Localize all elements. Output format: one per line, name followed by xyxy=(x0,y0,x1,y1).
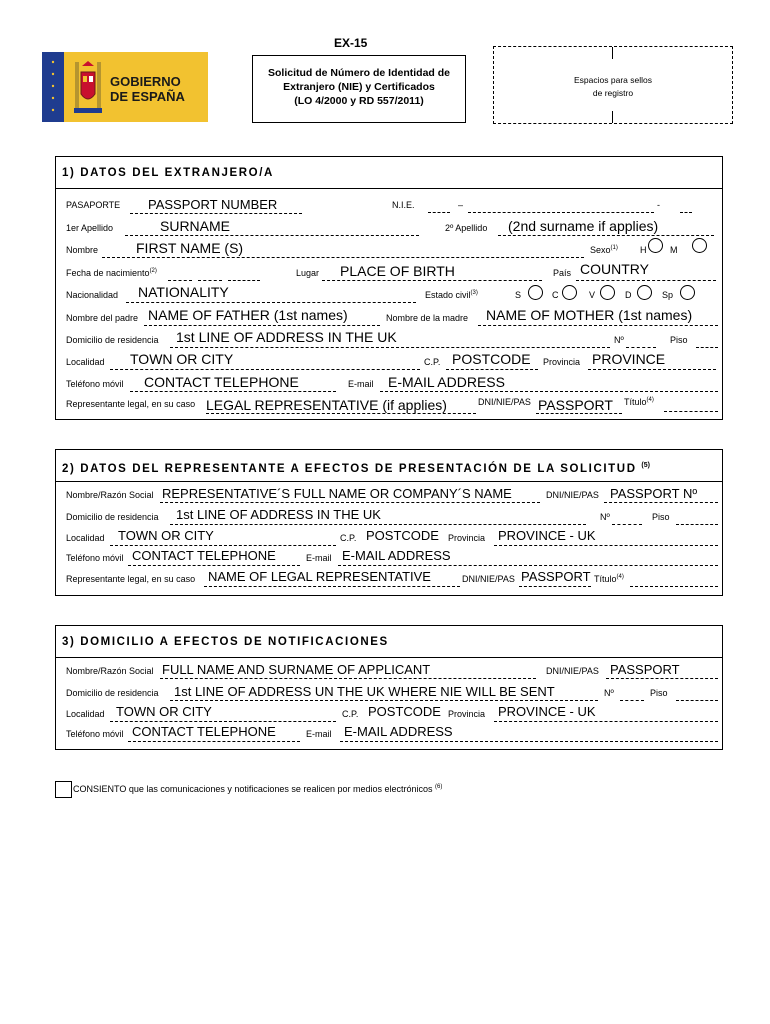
estado-note: (3) xyxy=(470,290,478,296)
localidad-line xyxy=(110,369,420,370)
sexo-h-radio[interactable] xyxy=(648,238,663,253)
sexo-note: (1) xyxy=(610,245,618,251)
s2-nombre-field[interactable]: REPRESENTATIVE´S FULL NAME OR COMPANY´S NAME xyxy=(162,486,512,501)
s2-rep-label: Representante legal, en su caso xyxy=(66,574,196,584)
sexo-text: Sexo xyxy=(590,245,611,255)
nombre-field[interactable]: FIRST NAME (S) xyxy=(136,240,244,256)
num-field[interactable] xyxy=(626,347,656,348)
estado-s-label: S xyxy=(515,290,522,300)
pais-label: País xyxy=(553,268,572,278)
section3-title: 3) DOMICILIO A EFECTOS DE NOTIFICACIONES xyxy=(56,626,722,658)
s3-telefono-field[interactable]: CONTACT TELEPHONE xyxy=(132,724,276,739)
s2-titulo-note: (4) xyxy=(616,574,624,580)
estado-d-label: D xyxy=(625,290,632,300)
s2-num-field[interactable] xyxy=(612,524,642,525)
s3-domicilio-line xyxy=(170,700,598,701)
dni-line xyxy=(536,413,622,414)
s3-num-label: Nº xyxy=(604,688,614,698)
section2-title xyxy=(56,450,722,482)
s3-dni-field[interactable]: PASSPORT xyxy=(610,662,680,677)
apellido1-label: 1er Apellido xyxy=(66,223,114,233)
s2-nombre-label: Nombre/Razón Social xyxy=(66,490,154,500)
s2-provincia-line xyxy=(494,545,718,546)
piso-field[interactable] xyxy=(696,347,718,348)
s2-domicilio-label: Domicilio de residencia xyxy=(66,512,159,522)
s2-dni-line xyxy=(604,502,718,503)
num-label: Nº xyxy=(614,335,624,345)
s3-cp-label: C.P. xyxy=(342,709,359,719)
bottom-tick xyxy=(612,111,613,123)
email-field[interactable]: E-MAIL ADDRESS xyxy=(388,374,505,390)
domicilio-line xyxy=(170,347,610,348)
sexo-h-label: H xyxy=(640,245,647,255)
domicilio-label: Domicilio de residencia xyxy=(66,335,159,345)
lugar-field[interactable]: PLACE OF BIRTH xyxy=(340,263,455,279)
pais-line xyxy=(576,280,716,281)
apellido2-field[interactable]: (2nd surname if applies) xyxy=(508,218,659,234)
padre-field[interactable]: NAME OF FATHER (1st names) xyxy=(148,307,348,323)
s3-provincia-field[interactable]: PROVINCE - UK xyxy=(498,704,596,719)
s2-rep-field[interactable]: NAME OF LEGAL REPRESENTATIVE xyxy=(208,569,431,584)
rep-label: Representante legal, en su caso xyxy=(66,399,196,409)
fecha-year[interactable] xyxy=(228,280,260,281)
nie-part1[interactable] xyxy=(428,212,450,213)
s3-email-label: E-mail xyxy=(306,729,332,739)
s3-localidad-field[interactable]: TOWN OR CITY xyxy=(116,704,212,719)
estado-label xyxy=(425,290,478,300)
nombre-line xyxy=(102,257,584,258)
s2-email-line xyxy=(338,565,718,566)
eu-flag-strip xyxy=(42,52,64,122)
fecha-text: Fecha de nacimiento xyxy=(66,268,150,278)
nacionalidad-label: Nacionalidad xyxy=(66,290,119,300)
estado-sp-radio[interactable] xyxy=(680,285,695,300)
cp-label: C.P. xyxy=(424,357,441,367)
rep-line xyxy=(206,413,476,414)
provincia-field[interactable]: PROVINCE xyxy=(592,351,666,367)
s3-provincia-label: Provincia xyxy=(448,709,486,719)
consent-note: (6) xyxy=(435,784,443,790)
piso-label: Piso xyxy=(670,335,688,345)
s2-telefono-line xyxy=(128,565,300,566)
s3-dni-line xyxy=(606,678,718,679)
gov-line2: DE ESPAÑA xyxy=(110,89,185,104)
lugar-line xyxy=(322,280,542,281)
s2-nombre-line xyxy=(160,502,540,503)
telefono-line xyxy=(130,391,336,392)
fecha-note: (2) xyxy=(149,268,157,274)
s3-piso-field[interactable] xyxy=(676,700,718,701)
s2-rep-line xyxy=(204,586,460,587)
sexo-m-label: M xyxy=(670,245,678,255)
estado-c-radio[interactable] xyxy=(562,285,577,300)
s3-telefono-line xyxy=(128,741,300,742)
s2-dni2-field[interactable]: PASSPORT xyxy=(521,569,591,584)
form-title-box xyxy=(252,55,466,123)
s2-domicilio-line xyxy=(170,524,586,525)
title-line3: (LO 4/2000 y RD 557/2011) xyxy=(294,95,424,107)
madre-field[interactable]: NAME OF MOTHER (1st names) xyxy=(486,307,693,323)
s2-email-field[interactable]: E-MAIL ADDRESS xyxy=(342,548,451,563)
s3-localidad-line xyxy=(110,721,336,722)
s2-localidad-label: Localidad xyxy=(66,533,105,543)
section1-title: 1) DATOS DEL EXTRANJERO/A xyxy=(56,157,722,189)
fecha-month[interactable] xyxy=(198,280,222,281)
registro-line2: de registro xyxy=(592,88,634,98)
madre-line xyxy=(478,325,718,326)
sexo-label xyxy=(590,245,618,255)
nie-label: N.I.E. xyxy=(392,200,415,210)
padre-line xyxy=(144,325,380,326)
titulo-note: (4) xyxy=(646,397,654,403)
form-code: EX-15 xyxy=(334,36,368,50)
titulo-label xyxy=(624,397,654,407)
cp-line xyxy=(446,369,538,370)
titulo-text: Título xyxy=(624,397,647,407)
s3-localidad-label: Localidad xyxy=(66,709,105,719)
pasaporte-field[interactable]: PASSPORT NUMBER xyxy=(148,197,278,212)
s2-piso-label: Piso xyxy=(652,512,670,522)
s2-titulo-label xyxy=(594,574,624,584)
titulo-field[interactable] xyxy=(664,411,718,412)
sexo-m-radio[interactable] xyxy=(692,238,707,253)
s2-titulo-field[interactable] xyxy=(630,586,718,587)
rep-field[interactable]: LEGAL REPRESENTATIVE (if applies) xyxy=(206,397,447,413)
title-line1: Solicitud de Número de Identidad de xyxy=(267,67,451,79)
s2-dni-field[interactable]: PASSPORT Nº xyxy=(610,486,698,501)
nie-sep1: – xyxy=(458,200,464,210)
telefono-label: Teléfono móvil xyxy=(66,379,124,389)
dni-field[interactable]: PASSPORT xyxy=(538,397,613,413)
consent-checkbox[interactable] xyxy=(55,781,72,798)
s3-dni-label: DNI/NIE/PAS xyxy=(546,666,599,676)
s2-domicilio-field[interactable]: 1st LINE OF ADDRESS IN THE UK xyxy=(176,507,381,522)
s3-cp-field[interactable]: POSTCODE xyxy=(368,704,441,719)
s3-email-line xyxy=(340,741,718,742)
s2-dni-label: DNI/NIE/PAS xyxy=(546,490,599,500)
s2-titulo-text: Título xyxy=(594,574,617,584)
s2-num-label: Nº xyxy=(600,512,610,522)
gov-line1: GOBIERNO xyxy=(110,74,181,89)
nie-sep2: - xyxy=(657,200,660,210)
title-line2: Extranjero (NIE) y Certificados xyxy=(283,81,435,93)
gobierno-text xyxy=(110,74,185,104)
gobierno-logo xyxy=(42,52,208,122)
estado-sp-label: Sp xyxy=(662,290,674,300)
nie-part3[interactable] xyxy=(680,212,692,213)
nombre-label: Nombre xyxy=(66,245,99,255)
pais-field[interactable]: COUNTRY xyxy=(580,261,649,277)
s3-provincia-line xyxy=(494,721,718,722)
s2-dni2-label: DNI/NIE/PAS xyxy=(462,574,515,584)
s2-telefono-label: Teléfono móvil xyxy=(66,553,124,563)
madre-label: Nombre de la madre xyxy=(386,313,469,323)
padre-label: Nombre del padre xyxy=(66,313,139,323)
pasaporte-line xyxy=(130,213,302,214)
coat-of-arms-icon xyxy=(72,58,104,116)
estado-text: Estado civil xyxy=(425,290,471,300)
consent-text: CONSIENTO que las comunicaciones y notificaciones se realicen por medios electrónicos xyxy=(73,784,433,794)
nacionalidad-field[interactable]: NATIONALITY xyxy=(138,284,229,300)
registro-line1: Espacios para sellos xyxy=(574,75,652,85)
s3-nombre-label: Nombre/Razón Social xyxy=(66,666,154,676)
s2-telefono-field[interactable]: CONTACT TELEPHONE xyxy=(132,548,276,563)
section2-title-text: 2) DATOS DEL REPRESENTANTE A EFECTOS DE PRESENTACIÓN DE LA SOLICITUD xyxy=(62,462,637,475)
nacionalidad-line xyxy=(126,302,416,303)
section2-note: (5) xyxy=(641,462,650,469)
s2-localidad-field[interactable]: TOWN OR CITY xyxy=(118,528,214,543)
estado-d-radio[interactable] xyxy=(637,285,652,300)
pasaporte-label: PASAPORTE xyxy=(66,200,121,210)
s3-email-field[interactable]: E-MAIL ADDRESS xyxy=(344,724,453,739)
apellido2-line xyxy=(498,235,714,236)
provincia-label: Provincia xyxy=(543,357,581,367)
s2-provincia-label: Provincia xyxy=(448,533,486,543)
s2-cp-field[interactable]: POSTCODE xyxy=(366,528,439,543)
fecha-label xyxy=(66,268,157,278)
apellido1-field[interactable]: SURNAME xyxy=(160,218,231,234)
dni-label: DNI/NIE/PAS xyxy=(478,397,531,407)
s2-email-label: E-mail xyxy=(306,553,332,563)
s2-provincia-field[interactable]: PROVINCE - UK xyxy=(498,528,596,543)
consent-label xyxy=(73,784,442,794)
provincia-line xyxy=(588,369,716,370)
telefono-field[interactable]: CONTACT TELEPHONE xyxy=(144,374,299,390)
s2-dni2-line xyxy=(519,586,591,587)
s3-nombre-field[interactable]: FULL NAME AND SURNAME OF APPLICANT xyxy=(162,662,431,677)
fecha-day[interactable] xyxy=(168,280,192,281)
s2-localidad-line xyxy=(110,545,336,546)
apellido2-label: 2º Apellido xyxy=(445,223,488,233)
s3-domicilio-label: Domicilio de residencia xyxy=(66,688,159,698)
s3-domicilio-field[interactable]: 1st LINE OF ADDRESS UN THE UK WHERE NIE WILL BE SENT xyxy=(174,684,555,699)
domicilio-field[interactable]: 1st LINE OF ADDRESS IN THE UK xyxy=(176,329,397,345)
estado-v-radio[interactable] xyxy=(600,285,615,300)
estado-s-radio[interactable] xyxy=(528,285,543,300)
email-line xyxy=(380,391,718,392)
lugar-label: Lugar xyxy=(296,268,320,278)
s3-nombre-line xyxy=(160,678,536,679)
top-tick xyxy=(612,47,613,59)
s3-piso-label: Piso xyxy=(650,688,668,698)
registro-box xyxy=(493,46,733,124)
nie-part2[interactable] xyxy=(468,212,654,213)
apellido1-line xyxy=(125,235,419,236)
cp-field[interactable]: POSTCODE xyxy=(452,351,531,367)
localidad-label: Localidad xyxy=(66,357,105,367)
s2-cp-label: C.P. xyxy=(340,533,357,543)
s3-num-field[interactable] xyxy=(620,700,644,701)
estado-c-label: C xyxy=(552,290,559,300)
localidad-field[interactable]: TOWN OR CITY xyxy=(130,351,234,367)
s3-telefono-label: Teléfono móvil xyxy=(66,729,124,739)
estado-v-label: V xyxy=(589,290,596,300)
email-label: E-mail xyxy=(348,379,374,389)
eu-stars-icon xyxy=(42,52,64,122)
s2-piso-field[interactable] xyxy=(676,524,718,525)
